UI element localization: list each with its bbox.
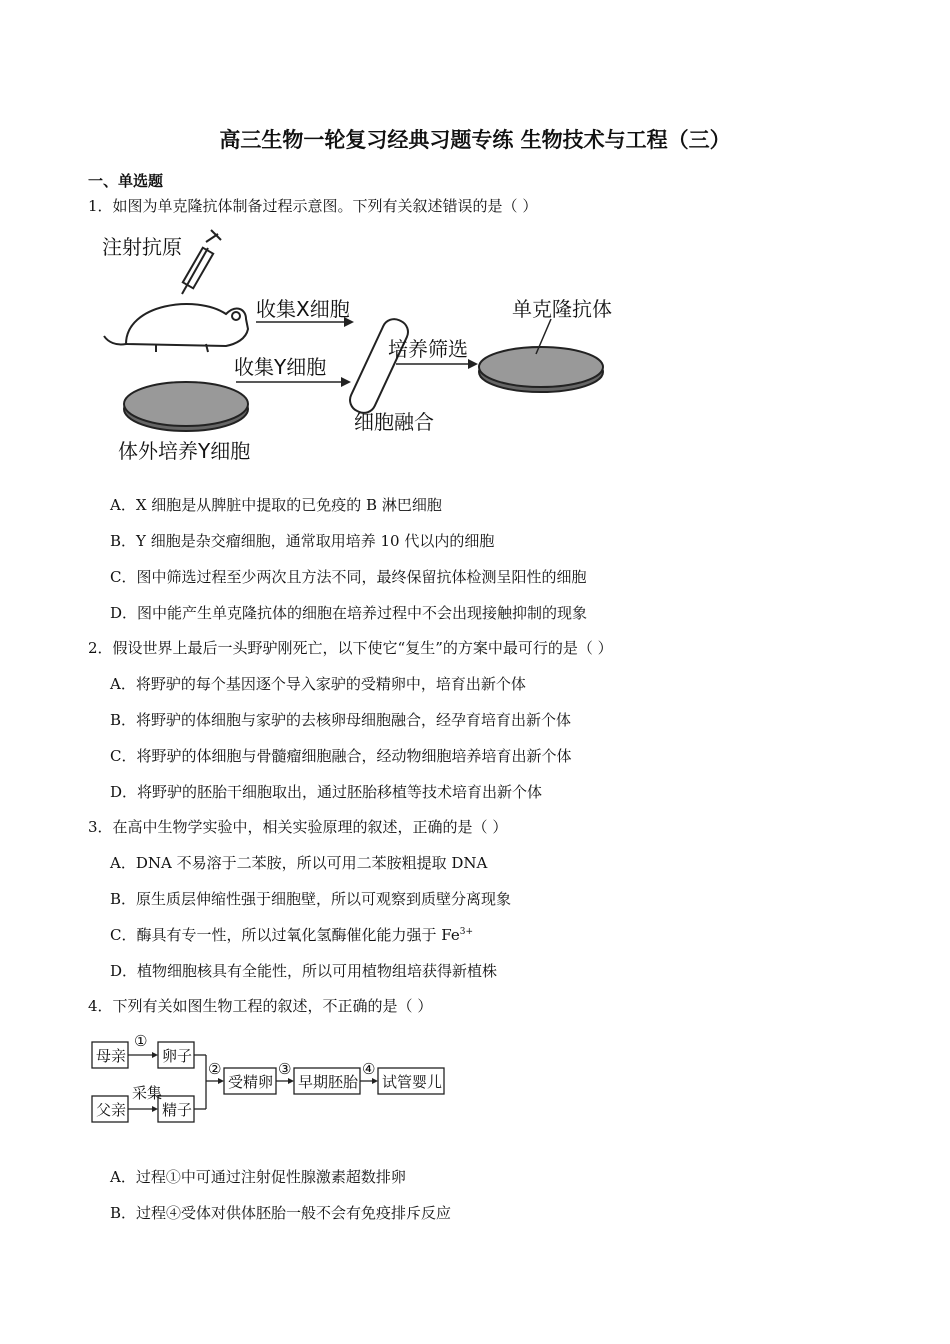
question-1-option-d: D．图中能产生单克隆抗体的细胞在培养过程中不会出现接触抑制的现象 <box>110 604 588 622</box>
step-3-label: ③ <box>278 1060 292 1078</box>
mouse-icon <box>104 304 248 352</box>
question-2-option-a: A．将野驴的每个基因逐个导入家驴的受精卵中，培育出新个体 <box>110 675 526 693</box>
sperm-box: 精子 <box>162 1101 193 1119</box>
question-2-option-c: C．将野驴的体细胞与骨髓瘤细胞融合，经动物细胞培养培育出新个体 <box>110 747 572 765</box>
page-title: 高三生物一轮复习经典习题专练 生物技术与工程（三） <box>219 127 731 152</box>
father-box: 父亲 <box>96 1101 127 1119</box>
question-4-option-b: B．过程④受体对供体胚胎一般不会有免疫排斥反应 <box>110 1204 452 1222</box>
step-2-label: ② <box>208 1060 222 1078</box>
inject-antigen-label: 注射抗原 <box>102 235 182 259</box>
early-embryo-box: 早期胚胎 <box>298 1073 359 1091</box>
antibody-dish-icon <box>479 347 603 392</box>
question-2-option-b: B．将野驴的体细胞与家驴的去核卵母细胞融合，经孕育培育出新个体 <box>110 711 572 729</box>
ivf-baby-box: 试管婴儿 <box>382 1073 443 1091</box>
zygote-box: 受精卵 <box>228 1073 274 1091</box>
egg-box: 卵子 <box>162 1047 193 1065</box>
question-1-stem: 1．如图为单克隆抗体制备过程示意图。下列有关叙述错误的是（ ） <box>88 197 538 215</box>
test-tube-icon <box>346 315 412 417</box>
question-4-stem: 4．下列有关如图生物工程的叙述，不正确的是（ ） <box>88 997 433 1015</box>
culture-screen-label: 培养筛选 <box>388 337 468 361</box>
question-3-option-a: A．DNA 不易溶于二苯胺，所以可用二苯胺粗提取 DNA <box>110 854 488 872</box>
question-1-option-b: B．Y 细胞是杂交瘤细胞，通常取用培养 10 代以内的细胞 <box>110 532 495 550</box>
culture-dish-y-icon <box>124 382 248 431</box>
question-2-option-d: D．将野驴的胚胎干细胞取出，通过胚胎移植等技术培育出新个体 <box>110 783 543 801</box>
monoclonal-antibody-label: 单克隆抗体 <box>512 297 612 321</box>
step-4-label: ④ <box>362 1060 376 1078</box>
section-heading: 一、单选题 <box>88 172 164 190</box>
ivf-flow-diagram <box>88 1030 448 1130</box>
question-3-stem: 3．在高中生物学实验中，相关实验原理的叙述，正确的是（ ） <box>88 818 508 836</box>
collect-x-label: 收集X细胞 <box>256 297 350 321</box>
question-1-option-c: C．图中筛选过程至少两次且方法不同，最终保留抗体检测呈阳性的细胞 <box>110 568 587 586</box>
syringe-icon <box>182 230 221 294</box>
fe-superscript: 3+ <box>459 927 473 937</box>
question-1-option-a: A．X 细胞是从脾脏中提取的已免疫的 B 淋巴细胞 <box>110 496 442 514</box>
mother-box: 母亲 <box>96 1047 127 1065</box>
collect-label: 采集 <box>132 1084 163 1102</box>
question-3-option-d: D．植物细胞核具有全能性，所以可用植物组培获得新植株 <box>110 962 498 980</box>
question-3-option-b: B．原生质层伸缩性强于细胞壁，所以可观察到质壁分离现象 <box>110 890 512 908</box>
question-2-stem: 2．假设世界上最后一头野驴刚死亡，以下使它“复生”的方案中最可行的是（ ） <box>88 639 613 657</box>
question-3-option-c: C．酶具有专一性，所以过氧化氢酶催化能力强于 $Fe^{3+}$ <box>110 926 473 944</box>
in-vitro-culture-label: 体外培养Y细胞 <box>118 439 251 463</box>
cell-fusion-label: 细胞融合 <box>354 410 434 434</box>
step-1-label: ① <box>134 1032 148 1050</box>
question-4-option-a: A．过程①中可通过注射促性腺激素超数排卵 <box>110 1168 406 1186</box>
monoclonal-antibody-diagram <box>96 224 656 474</box>
collect-y-label: 收集Y细胞 <box>234 355 327 379</box>
